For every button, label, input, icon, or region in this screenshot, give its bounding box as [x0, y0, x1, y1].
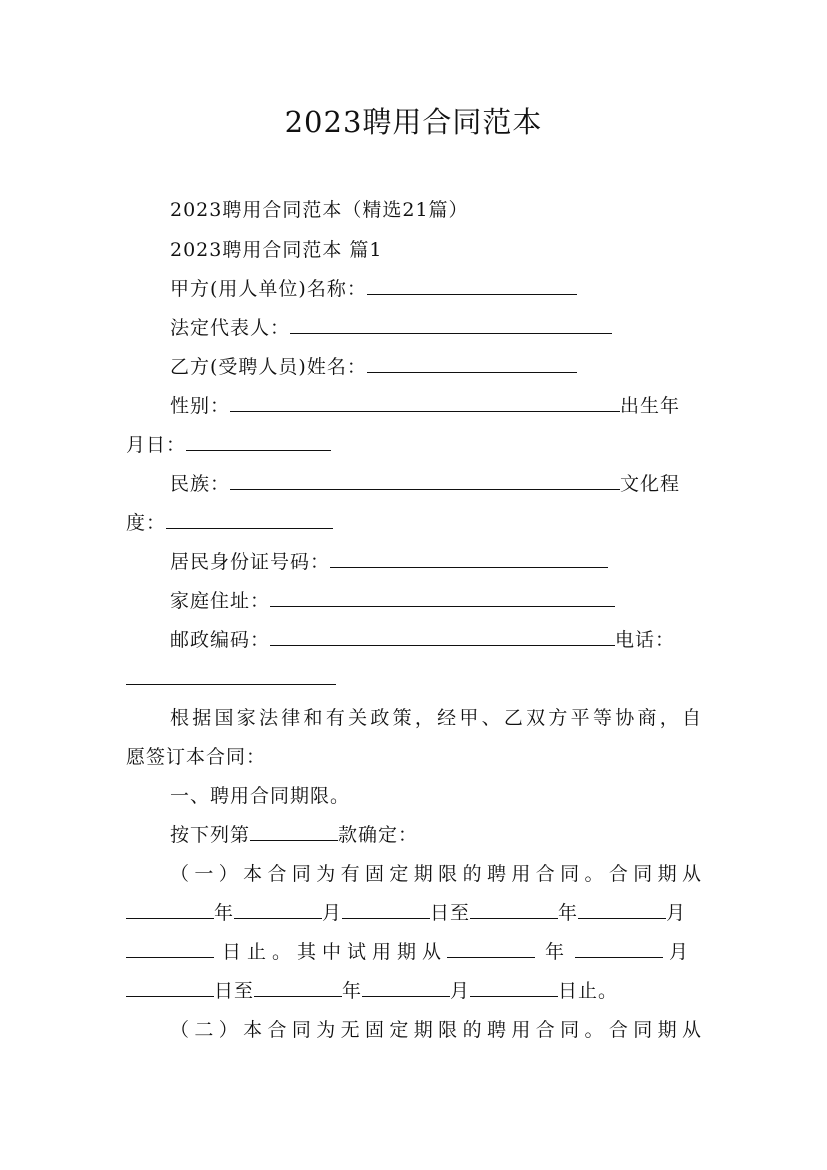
intro-line-1: 根据国家法律和有关政策，经甲、乙双方平等协商，自: [170, 707, 701, 729]
month-word: 月: [669, 941, 690, 963]
year-word: 年: [214, 902, 235, 924]
section-heading: 2023聘用合同范本 篇1: [170, 239, 383, 261]
id-number-row: [170, 548, 608, 576]
month-word: 月: [322, 902, 343, 924]
phone-row: [126, 665, 336, 693]
education-blank: [166, 513, 333, 529]
postal-code-row: [170, 626, 675, 654]
clause1-heading: 一、聘用合同期限。: [170, 785, 351, 807]
address-label: 家庭住址：: [170, 590, 271, 612]
education-label-part2: 度：: [126, 512, 167, 534]
party-b-row: [170, 353, 577, 381]
month-word: 月: [666, 902, 687, 924]
clause1-select-prefix: 按下列第: [170, 824, 251, 846]
day-to-word: 日至: [430, 902, 471, 924]
gender-label: 性别：: [170, 395, 231, 417]
birth-blank: [186, 435, 331, 451]
ethnicity-row: [170, 470, 680, 498]
end-month-blank: [578, 903, 666, 919]
education-label-part1: 文化程: [620, 473, 681, 495]
address-row: [170, 587, 615, 615]
trial-text: 日止。其中试用期从: [222, 941, 448, 963]
postal-code-blank: [270, 630, 615, 646]
document-subtitle: 2023聘用合同范本（精选21篇）: [170, 199, 469, 221]
clause1-select-suffix: 款确定：: [338, 824, 419, 846]
trial-start-month-blank: [575, 942, 663, 958]
trial-start-year-blank: [447, 942, 535, 958]
party-b-name-label: 乙方(受聘人员)姓名：: [170, 356, 367, 378]
party-a-name-blank: [367, 279, 577, 295]
trial-end-month-blank: [362, 981, 450, 997]
education-row: [126, 509, 333, 537]
trial-start-day-blank: [126, 981, 214, 997]
term2-line-1: （二）本合同为无固定期限的聘用合同。合同期从: [170, 1019, 701, 1041]
end-year-blank: [470, 903, 558, 919]
birth-label-part2: 月日：: [126, 434, 187, 456]
term1-trial-row: [126, 938, 689, 966]
year-word: 年: [342, 980, 363, 1002]
term1-trial-end-row: [126, 977, 618, 1005]
year-word: 年: [558, 902, 579, 924]
start-year-blank: [126, 903, 214, 919]
day-to-word: 日至: [214, 980, 255, 1002]
party-a-name-label: 甲方(用人单位)名称：: [170, 278, 367, 300]
end-day-blank: [126, 942, 214, 958]
birth-label-part1: 出生年: [620, 395, 681, 417]
document-title: 2023聘用合同范本: [284, 105, 543, 139]
month-word: 月: [450, 980, 471, 1002]
legal-rep-row: [170, 314, 612, 342]
legal-rep-label: 法定代表人：: [170, 317, 291, 339]
legal-rep-blank: [290, 318, 612, 334]
party-a-row: [170, 275, 577, 303]
term1-line-1: （一）本合同为有固定期限的聘用合同。合同期从: [170, 863, 701, 885]
gender-row: [170, 392, 680, 420]
day-end-word: 日止。: [558, 980, 619, 1002]
address-blank: [270, 591, 615, 607]
start-day-blank: [342, 903, 430, 919]
trial-end-day-blank: [470, 981, 558, 997]
phone-blank: [126, 669, 336, 685]
intro-line-2: 愿签订本合同：: [126, 746, 267, 768]
id-number-label: 居民身份证号码：: [170, 551, 331, 573]
gender-blank: [230, 396, 620, 412]
start-month-blank: [234, 903, 322, 919]
phone-label: 电话：: [615, 629, 676, 651]
party-b-name-blank: [367, 357, 577, 373]
trial-end-year-blank: [254, 981, 342, 997]
ethnicity-label: 民族：: [170, 473, 231, 495]
ethnicity-blank: [230, 474, 620, 490]
year-word: 年: [545, 941, 566, 963]
postal-code-label: 邮政编码：: [170, 629, 271, 651]
birth-row: [126, 431, 331, 459]
clause1-select-row: [170, 821, 418, 849]
id-number-blank: [330, 552, 608, 568]
term1-dates-row: [126, 899, 686, 927]
clause1-select-blank: [250, 825, 338, 841]
